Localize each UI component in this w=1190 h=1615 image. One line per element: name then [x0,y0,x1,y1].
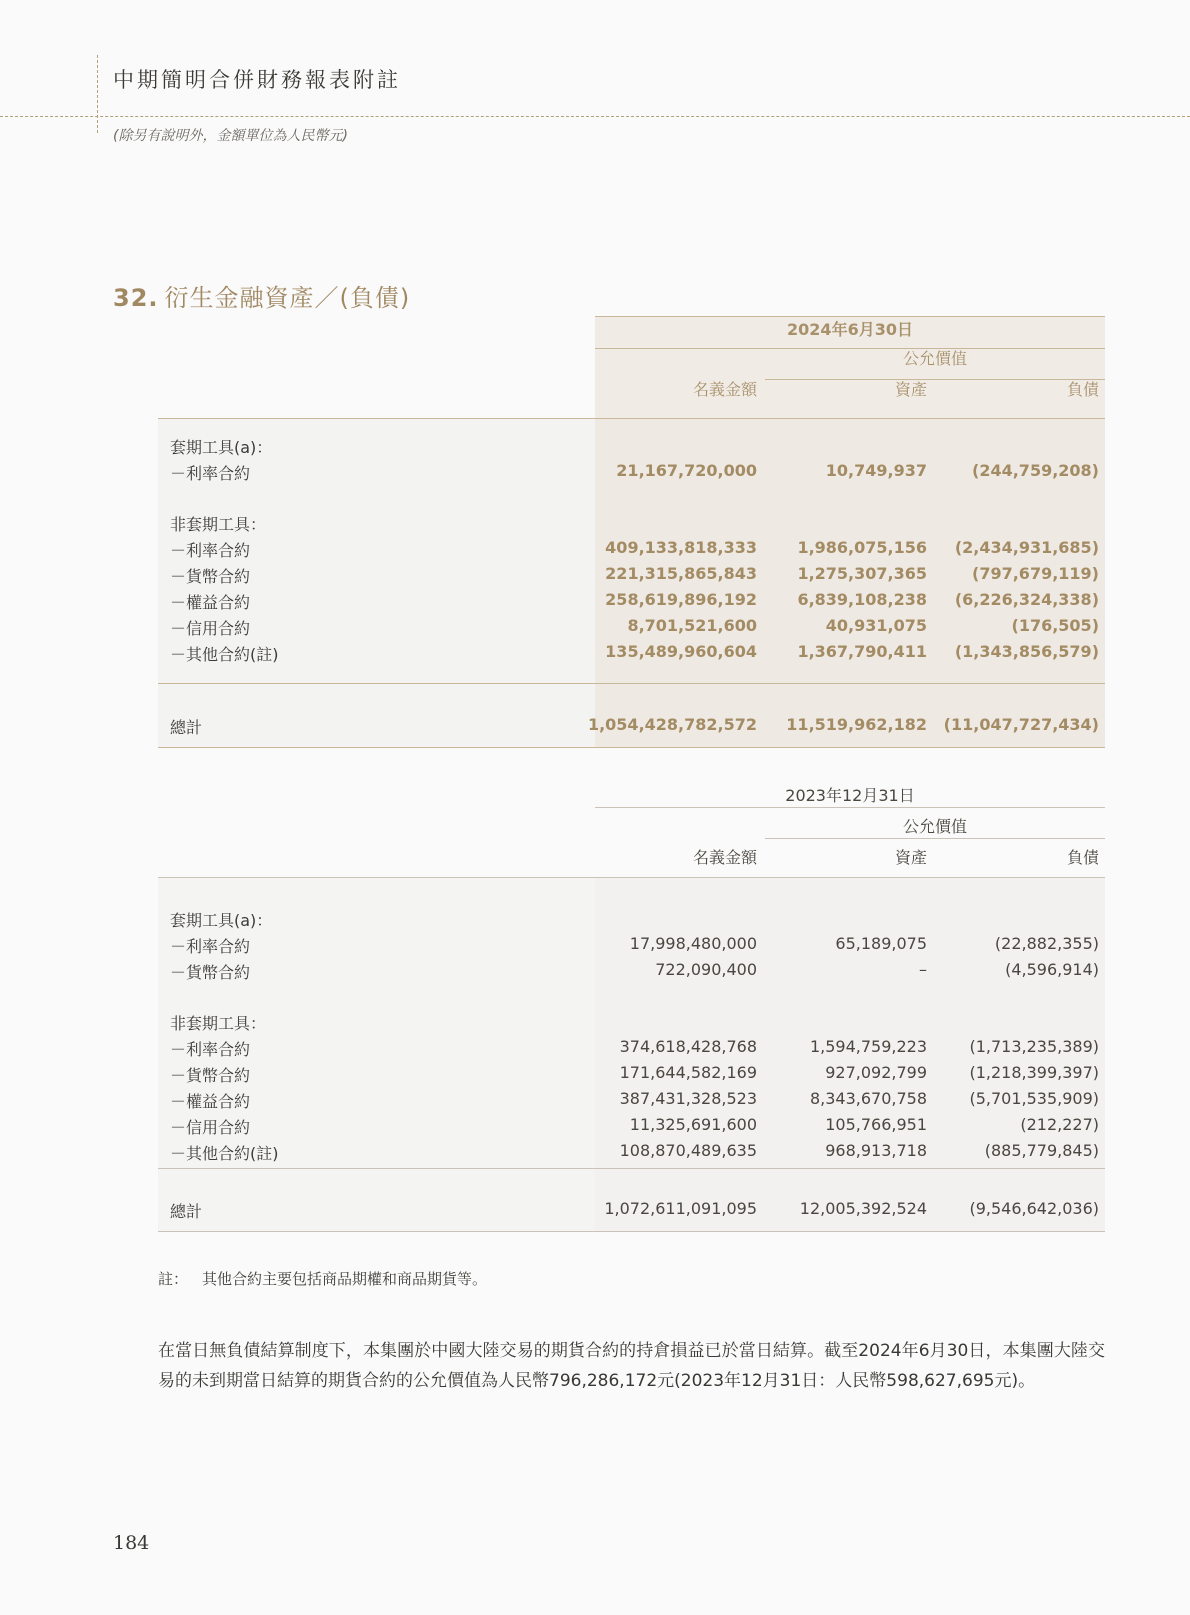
table-row: －利率合約 409,133,818,333 1,986,075,156 (2,434,931,685) [170,538,1099,560]
table-date-header: 2023年12月31日 [785,786,915,805]
fair-value-header: 公允價值 [902,349,967,368]
table-date-header: 2024年6月30日 [787,320,913,339]
section-number: 32. [113,284,159,312]
section-title: 衍生金融資產／(負債) [164,284,411,312]
col-notional-header: 名義金額 [692,848,757,867]
table-row: －信用合約 11,325,691,600 105,766,951 (212,227) [170,1115,1099,1137]
table-row: －貨幣合約 171,644,582,169 927,092,799 (1,218,399,397) [170,1063,1099,1085]
col-asset-header: 資產 [894,380,927,399]
footnote-key: 註： [158,1270,189,1288]
total-row: 總計 1,054,428,782,572 11,519,962,182 (11,047,727,434) [170,715,1099,737]
table-row: －貨幣合約 221,315,865,843 1,275,307,365 (797,679,119) [170,564,1099,586]
fair-value-header: 公允價值 [902,817,967,836]
hedging-group-label: 套期工具(a)： [170,438,273,457]
hedging-group-label: 套期工具(a)： [170,911,273,930]
table-row: －權益合約 258,619,896,192 6,839,108,238 (6,226,324,338) [170,590,1099,612]
document-title: 中期簡明合併財務報表附註 [113,68,401,92]
header-vertical-rule [97,55,98,133]
col-liability-header: 負債 [1066,380,1099,399]
col-liability-header: 負債 [1066,848,1099,867]
table-row: －其他合約(註) 135,489,960,604 1,367,790,411 (1,343,856,579) [170,642,1099,664]
table-row: －利率合約 21,167,720,000 10,749,937 (244,759,208) [170,461,1099,483]
table-row: －貨幣合約 722,090,400 – (4,596,914) [170,960,1099,982]
col-asset-header: 資產 [894,848,927,867]
col-notional-header: 名義金額 [692,380,757,399]
header-horizontal-rule [0,116,1190,117]
body-paragraph: 在當日無負債結算制度下，本集團於中國大陸交易的期貨合約的持倉損益已於當日結算。截至2024年6月30日，本集團大陸交易的未到期當日結算的期貨合約的公允價值為人民幣796,286,172元(2023年12月31日：人民幣598,627,695元)。 [158,1341,1105,1391]
document-subtitle: (除另有說明外，金額單位為人民幣元) [113,128,348,144]
table-row: －信用合約 8,701,521,600 40,931,075 (176,505) [170,616,1099,638]
non-hedging-group-label: 非套期工具： [170,1014,267,1033]
table-2023 [158,775,1105,1232]
table-2024 [158,316,1105,748]
page-number: 184 [113,1532,150,1554]
footnote-text: 其他合約主要包括商品期權和商品期貨等。 [202,1270,488,1288]
footnote [158,1268,487,1289]
table-row: －利率合約 17,998,480,000 65,189,075 (22,882,355) [170,934,1099,956]
non-hedging-group-label: 非套期工具： [170,515,267,534]
table-row: －其他合約(註) 108,870,489,635 968,913,718 (885,779,845) [170,1141,1099,1163]
section-heading [113,278,410,313]
table-row: －權益合約 387,431,328,523 8,343,670,758 (5,701,535,909) [170,1089,1099,1111]
total-row: 總計 1,072,611,091,095 12,005,392,524 (9,546,642,036) [170,1199,1099,1221]
table-row: －利率合約 374,618,428,768 1,594,759,223 (1,713,235,389) [170,1037,1099,1059]
